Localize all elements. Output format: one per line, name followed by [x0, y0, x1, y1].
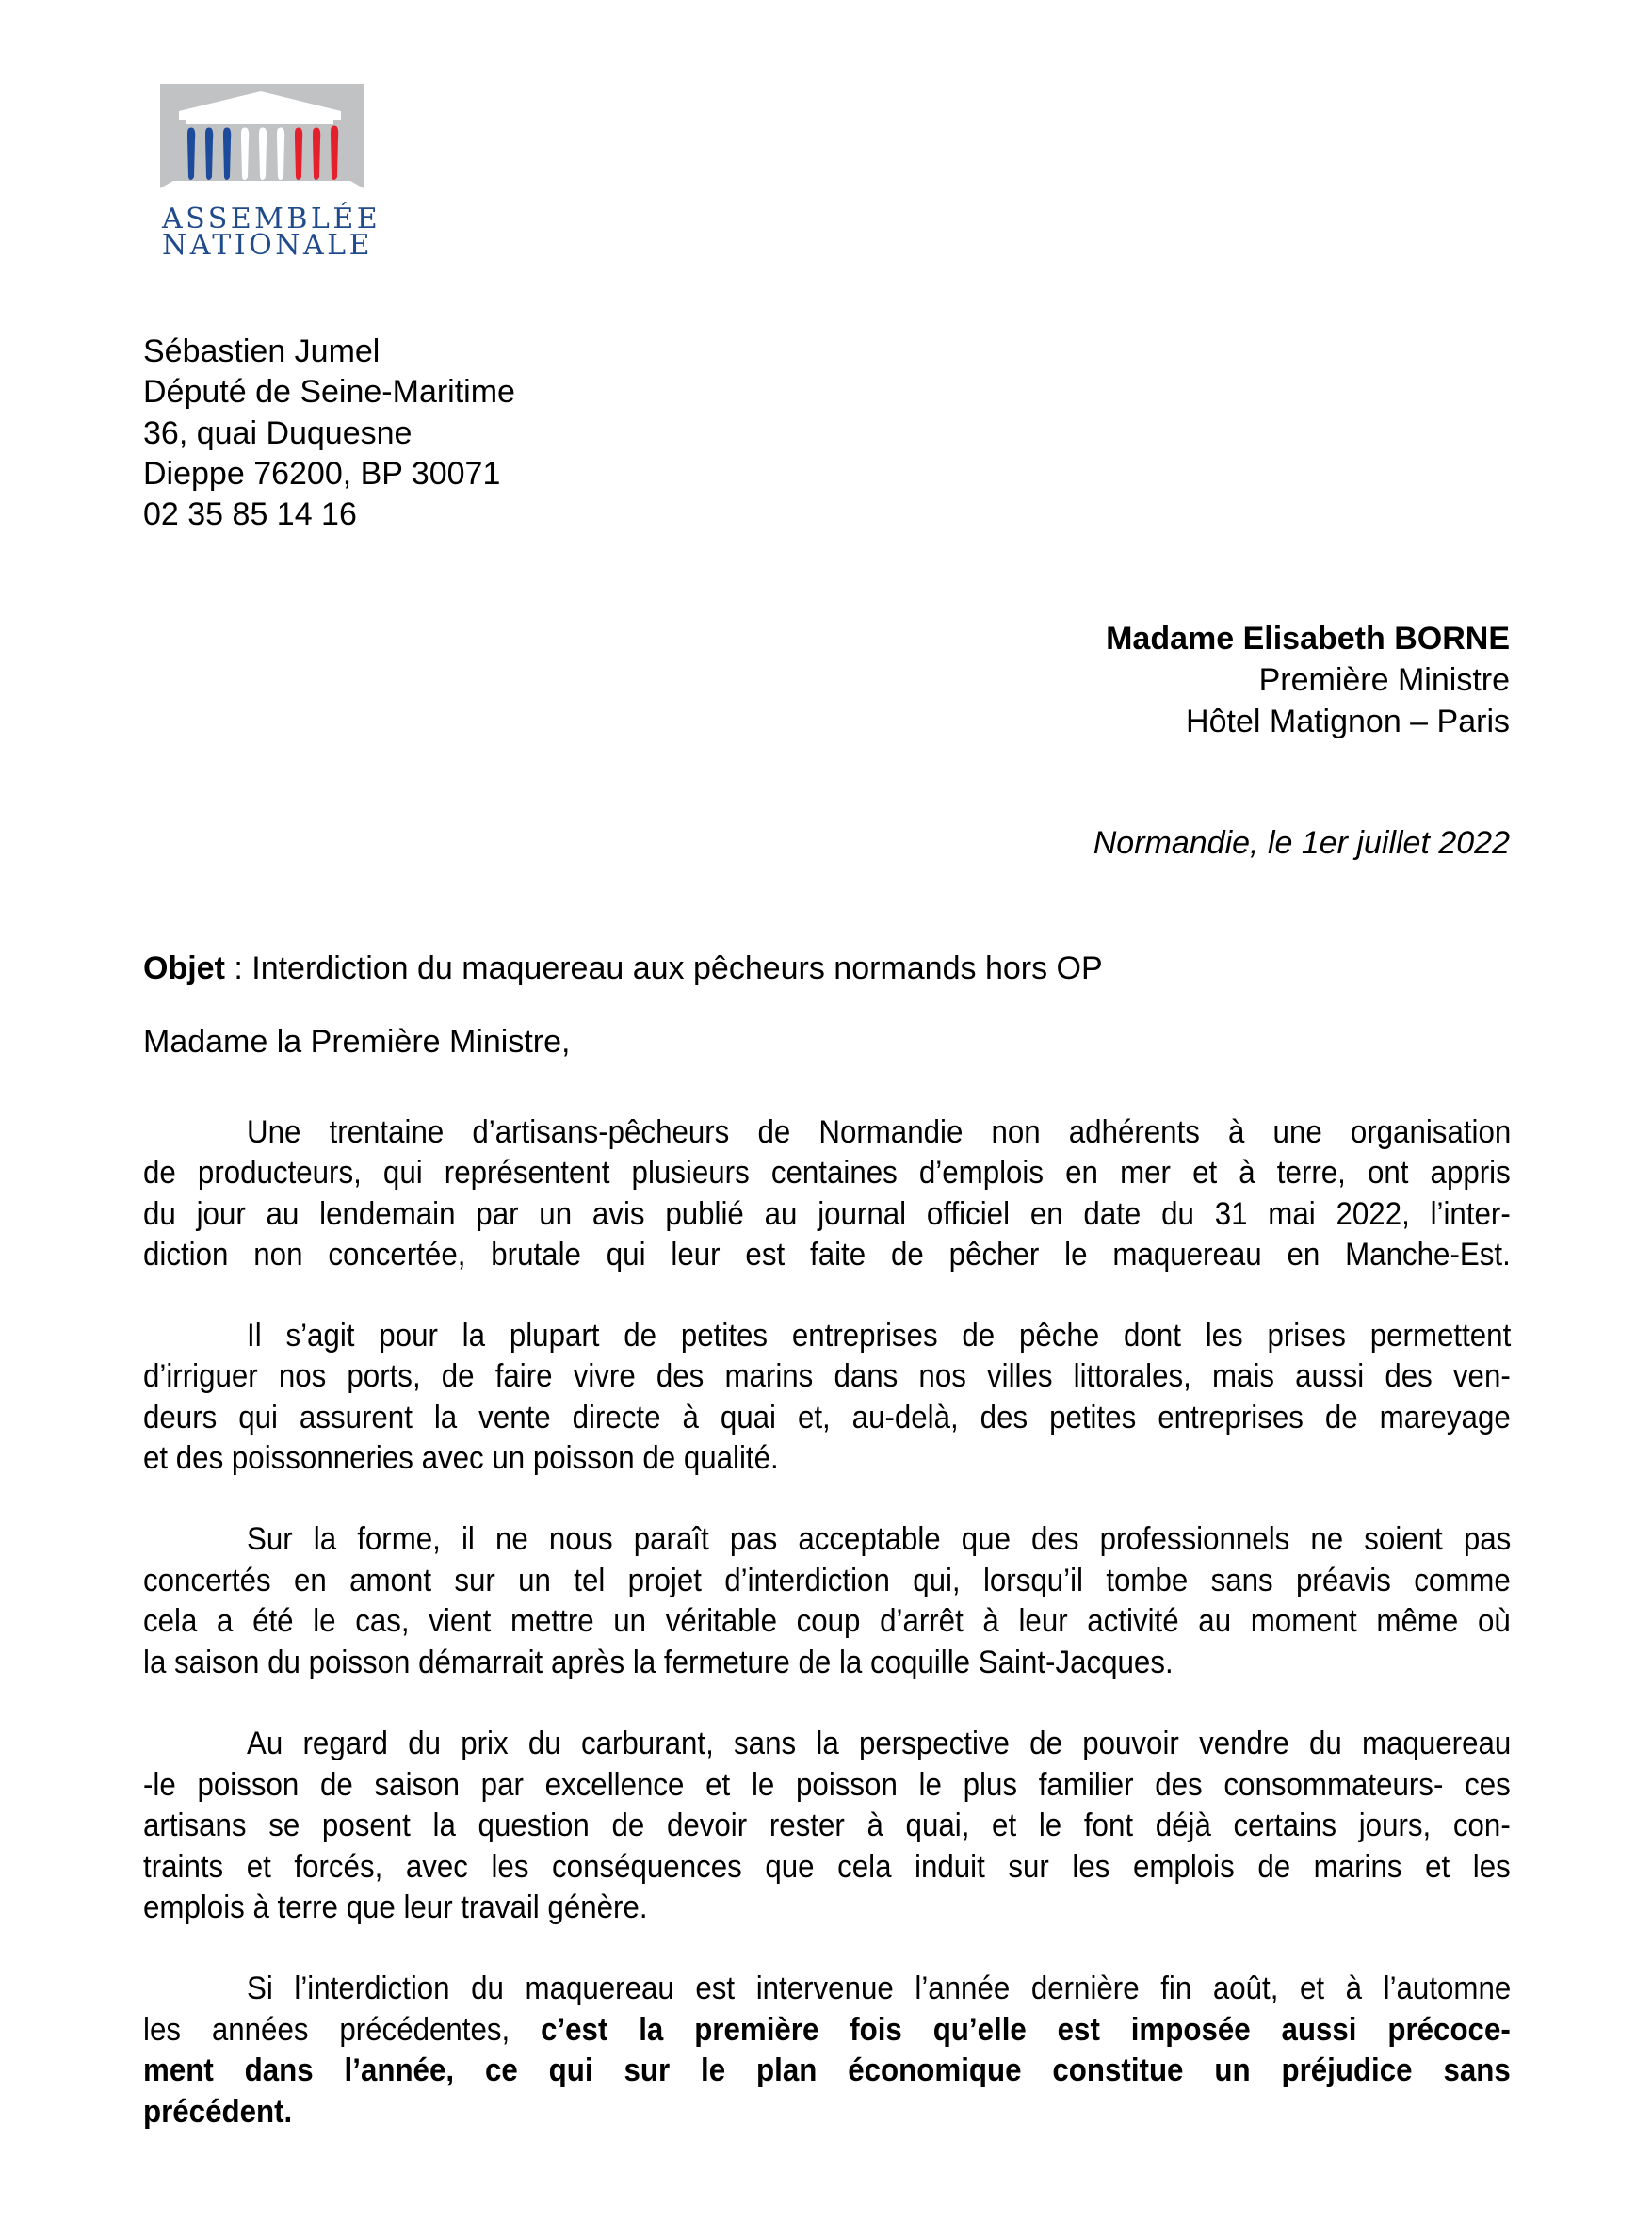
paragraph-line: concertés en amont sur un tel projet d’interdiction qui, lorsqu’il tombe sans préavis comme — [143, 1563, 1511, 1598]
paragraph-line — [143, 2052, 1511, 2089]
paragraph-line — [143, 2093, 1511, 2131]
subject-text: Interdiction du maquereau aux pêcheurs normands hors OP — [251, 950, 1103, 986]
logo-text-nationale: NATIONALE — [162, 229, 373, 262]
recipient-address: Hôtel Matignon – Paris — [1186, 704, 1510, 739]
paragraph-line: Si l’interdiction du maquereau est intervenue l’année dernière fin août, et à l’automne — [247, 1970, 1512, 2006]
paragraph-line — [143, 2011, 1511, 2049]
paragraph-line: de producteurs, qui représentent plusieurs centaines d’emplois en mer et à terre, ont appris — [143, 1155, 1511, 1191]
paragraph-line: Au regard du prix du carburant, sans la perspective de pouvoir vendre du maquereau — [247, 1726, 1512, 1761]
palais-bourbon-icon — [158, 83, 365, 201]
emphasis-text: c’est la première fois qu’elle est imposée aussi précoce- — [541, 2012, 1511, 2048]
sender-phone: 02 35 85 14 16 — [143, 496, 357, 532]
assemblee-nationale-logo — [158, 83, 381, 267]
subject-separator: : — [224, 950, 252, 986]
paragraph-line: Une trentaine d’artisans-pêcheurs de Normandie non adhérents à une organisation — [247, 1114, 1512, 1150]
paragraph-line: et des poissonneries avec un poisson de qualité. — [143, 1440, 779, 1476]
recipient-title: Première Ministre — [1258, 662, 1510, 698]
paragraph-line: Sur la forme, il ne nous paraît pas acceptable que des professionnels ne soient pas — [247, 1521, 1512, 1557]
paragraph-line: diction non concertée, brutale qui leur est faite de pêcher le maquereau en Manche-Est. — [143, 1237, 1511, 1273]
paragraph-line: traints et forcés, avec les conséquences que cela induit sur les emplois de marins et les — [143, 1849, 1511, 1885]
subject-label: Objet — [143, 950, 225, 986]
paragraph-line: cela a été le cas, vient mettre un véritable coup d’arrêt à leur activité au moment même où — [143, 1603, 1511, 1639]
paragraph-line: la saison du poisson démarrait après la fermeture de la coquille Saint-Jacques. — [143, 1645, 1174, 1680]
sender-title: Député de Seine-Maritime — [143, 374, 515, 410]
paragraph-line: artisans se posent la question de devoir rester à quai, et le font déjà certains jours, con- — [143, 1808, 1511, 1843]
emphasis-text: précédent. — [143, 2094, 293, 2130]
subject-line — [143, 949, 1103, 987]
tricolor-columns — [187, 126, 338, 181]
paragraph-line: Il s’agit pour la plupart de petites entreprises de pêche dont les prises permettent — [247, 1318, 1512, 1354]
recipient-name: Madame Elisabeth BORNE — [1106, 621, 1510, 657]
paragraph-line: deurs qui assurent la vente directe à quai et, au-delà, des petites entreprises de mareyage — [143, 1400, 1511, 1435]
letter-date: Normandie, le 1er juillet 2022 — [1093, 825, 1510, 861]
sender-address-city: Dieppe 76200, BP 30071 — [143, 456, 501, 492]
paragraph-line: d’irriguer nos ports, de faire vivre des marins dans nos villes littorales, mais aussi des ven- — [143, 1358, 1511, 1394]
paragraph-line: du jour au lendemain par un avis publié au journal officiel en date du 31 mai 2022, l’inter- — [143, 1196, 1511, 1232]
sender-address-street: 36, quai Duquesne — [143, 415, 413, 451]
regular-text: les années précédentes, — [143, 2012, 542, 2048]
salutation: Madame la Première Ministre, — [143, 1024, 571, 1060]
emphasis-text: ment dans l’année, ce qui sur le plan économique constitue un préjudice sans — [143, 2052, 1511, 2088]
paragraph-line: emplois à terre que leur travail génère. — [143, 1889, 648, 1925]
paragraph-line: -le poisson de saison par excellence et le poisson le plus familier des consommateurs- ces — [143, 1767, 1511, 1803]
sender-name: Sébastien Jumel — [143, 333, 381, 369]
logo-text-assemblee: ASSEMBLÉE — [162, 203, 381, 235]
